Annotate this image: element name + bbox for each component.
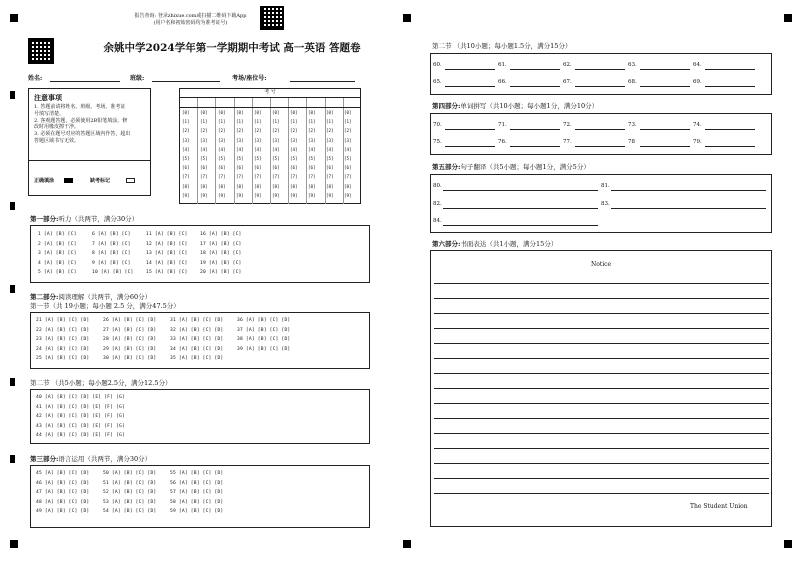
report-notice-line1: 报告查询: 登录zhixue.com或扫描二维码下载App <box>134 13 247 19</box>
blank-number: 81. <box>601 183 610 189</box>
blank-number: 69. <box>693 79 702 85</box>
answer-row[interactable]: 33 [A] [B] [C] [D] <box>170 337 224 342</box>
answer-row[interactable]: 25 [A] [B] [C] [D] <box>36 356 90 361</box>
answer-row[interactable]: 23 [A] [B] [C] [D] <box>36 337 90 342</box>
exam-id-bubble[interactable]: [9] <box>218 192 226 198</box>
part2-title <box>30 292 151 301</box>
blank-number: 70. <box>433 122 442 128</box>
answer-row[interactable]: 39 [A] [B] [C] [D] <box>237 346 291 352</box>
translation-blank[interactable] <box>611 190 766 191</box>
part2-section1-title: 第一节（共 19小题；每小题 2.5 分，满分47.5分） <box>30 302 180 310</box>
exam-id-bubble[interactable]: [9] <box>272 192 280 198</box>
answer-blank[interactable] <box>575 129 625 130</box>
exam-id-bubble[interactable]: [9] <box>290 192 298 198</box>
answer-row[interactable]: 2 [A] [B] [C] <box>38 241 77 247</box>
answer-row[interactable]: 18 [A] [B] [C] <box>200 251 242 256</box>
writing-line[interactable] <box>434 328 769 329</box>
part1-title-rest: 听力（共两节，满分30分） <box>58 215 139 223</box>
answer-row[interactable]: 50 [A] [B] [C] [D] <box>103 471 157 476</box>
answer-row[interactable]: 3 [A] [B] [C] <box>38 251 77 256</box>
exam-id-bubble[interactable]: [3] <box>200 137 208 143</box>
exam-id-bubble[interactable]: [5] <box>236 156 244 161</box>
part3-title-bold: 第三部分: <box>30 455 59 463</box>
writing-line[interactable] <box>434 478 769 479</box>
part5-title <box>432 162 590 171</box>
part4-box <box>430 113 772 155</box>
exam-id-bubble[interactable]: [2] <box>308 128 316 134</box>
exam-id-bubble[interactable]: [1] <box>200 119 208 125</box>
registration-mark <box>403 14 411 22</box>
exam-id-bubble[interactable]: [0] <box>236 110 244 115</box>
answer-blank[interactable] <box>705 69 755 70</box>
exam-id-bubble[interactable]: [8] <box>200 183 208 189</box>
exam-id-column-divider <box>343 98 344 204</box>
exam-id-bubble[interactable]: [1] <box>218 119 226 125</box>
exam-id-bubble[interactable]: [0] <box>326 110 334 115</box>
notes-title: 注意事项 <box>34 93 62 102</box>
exam-id-column-divider <box>306 98 307 204</box>
exam-id-column-divider <box>215 98 216 204</box>
translation-blank[interactable] <box>443 225 598 226</box>
writing-line[interactable] <box>434 358 769 359</box>
translation-blank[interactable] <box>443 190 598 191</box>
answer-row[interactable]: 55 [A] [B] [C] [D] <box>170 471 224 476</box>
answer-row[interactable]: 12 [A] [B] [C] <box>146 241 188 247</box>
answer-blank[interactable] <box>640 146 690 147</box>
exam-id-bubble[interactable]: [4] <box>182 146 190 152</box>
exam-id-bubble[interactable]: [8] <box>344 183 352 189</box>
correct-fill-sample <box>64 178 73 183</box>
answer-row[interactable]: 1 [A] [B] [C] <box>38 232 77 237</box>
answer-row[interactable]: 6 [A] [B] [C] <box>92 232 131 237</box>
registration-mark <box>10 14 18 22</box>
side-mark <box>10 455 15 463</box>
blank-number: 78 <box>628 139 635 145</box>
registration-mark <box>784 14 792 22</box>
answer-row[interactable]: 58 [A] [B] [C] [D] <box>170 499 224 505</box>
answer-blank[interactable] <box>445 146 495 147</box>
writing-line[interactable] <box>434 298 769 299</box>
part1-title <box>30 214 138 223</box>
exam-id-bubble[interactable]: [8] <box>182 183 190 189</box>
exam-id-bubble[interactable]: [4] <box>308 146 316 152</box>
report-notice-line2: (用户名和初始密码均为准考证号) <box>153 19 228 26</box>
exam-id-bubble[interactable]: [3] <box>182 137 190 143</box>
writing-line[interactable] <box>434 418 769 419</box>
blank-number: 77. <box>563 139 572 145</box>
answer-row[interactable]: 56 [A] [B] [C] [D] <box>170 480 224 486</box>
answer-blank[interactable] <box>445 69 495 70</box>
exam-id-bubble[interactable]: [6] <box>254 165 262 171</box>
exam-id-bubble[interactable]: [5] <box>326 156 334 161</box>
answer-row[interactable]: 34 [A] [B] [C] [D] <box>170 346 224 352</box>
exam-id-bubble[interactable]: [3] <box>326 137 334 143</box>
exam-id-bubble[interactable]: [3] <box>344 137 352 143</box>
exam-id-bubble[interactable]: [1] <box>326 119 334 125</box>
blank-number: 66. <box>498 79 507 85</box>
answer-blank[interactable] <box>445 86 495 87</box>
correct-fill-label: 正确填涂 <box>34 178 55 184</box>
exam-id-bubble[interactable]: [1] <box>290 119 298 125</box>
blank-number: 82. <box>433 201 442 207</box>
registration-mark <box>403 540 411 548</box>
exam-id-bubble[interactable]: [1] <box>344 119 352 125</box>
part2-title-rest: 阅读理解（共两节，满分60分） <box>58 293 152 301</box>
exam-id-bubble[interactable]: [7] <box>254 174 262 180</box>
exam-id-column-divider <box>234 98 235 204</box>
exam-id-bubble[interactable]: [5] <box>182 156 190 161</box>
answer-blank[interactable] <box>510 129 560 130</box>
blank-number: 68. <box>628 79 637 85</box>
report-query-notice <box>118 13 263 27</box>
blank-number: 80. <box>433 183 442 189</box>
exam-id-bubble[interactable]: [5] <box>254 156 262 161</box>
writing-line[interactable] <box>434 463 769 464</box>
exam-id-bubble[interactable]: [6] <box>272 165 280 171</box>
exam-id-bubble[interactable]: [6] <box>218 165 226 171</box>
answer-row[interactable]: 4 [A] [B] [C] <box>38 260 77 266</box>
answer-row[interactable]: 11 [A] [B] [C] <box>146 232 188 237</box>
answer-blank[interactable] <box>575 69 625 70</box>
exam-id-bubble[interactable]: [7] <box>326 174 334 180</box>
part4-title <box>432 101 598 110</box>
exam-id-bubble[interactable]: [5] <box>200 156 208 161</box>
answer-row[interactable]: 21 [A] [B] [C] [D] <box>36 318 90 323</box>
blank-number: 61. <box>498 62 507 68</box>
answer-row[interactable]: 19 [A] [B] [C] <box>200 260 242 266</box>
exam-id-bubble[interactable]: [8] <box>272 183 280 189</box>
class-field[interactable] <box>152 81 220 82</box>
exam-id-bubble[interactable]: [5] <box>290 156 298 161</box>
writing-line[interactable] <box>434 448 769 449</box>
answer-row[interactable]: 48 [A] [B] [C] [D] <box>36 499 90 505</box>
name-field[interactable] <box>50 81 120 82</box>
blank-number: 75. <box>433 139 442 145</box>
answer-row[interactable]: 10 [A] [B] [C] <box>92 270 134 275</box>
right-section2-box <box>430 53 772 95</box>
exam-id-bubble[interactable]: [7] <box>308 174 316 180</box>
blank-number: 79. <box>693 139 702 145</box>
part5-title-rest: 句子翻译（共5小题；每小题1分，满分5分） <box>460 163 590 171</box>
exam-id-bubble[interactable]: [2] <box>200 128 208 134</box>
writing-line[interactable] <box>434 343 769 344</box>
blank-number: 60. <box>433 62 442 68</box>
answer-blank[interactable] <box>510 146 560 147</box>
blank-number: 63. <box>628 62 637 68</box>
answer-blank[interactable] <box>510 69 560 70</box>
exam-id-bubble[interactable]: [7] <box>200 174 208 180</box>
sheet-qr-code <box>28 38 54 64</box>
exam-id-bubble[interactable]: [1] <box>308 119 316 125</box>
answer-row[interactable]: 29 [A] [B] [C] [D] <box>103 346 157 352</box>
exam-id-bubble[interactable]: [4] <box>236 146 244 152</box>
answer-row[interactable]: 59 [A] [B] [C] [D] <box>170 509 224 514</box>
answer-row[interactable]: 45 [A] [B] [C] [D] <box>36 471 90 476</box>
exam-id-bubble[interactable]: [7] <box>218 174 226 180</box>
exam-id-bubble[interactable]: [0] <box>254 110 262 115</box>
side-mark <box>10 378 15 386</box>
exam-id-write-row <box>179 98 361 108</box>
side-mark <box>10 91 15 99</box>
exam-id-bubble[interactable]: [0] <box>272 110 280 115</box>
exam-id-bubble[interactable]: [4] <box>272 146 280 152</box>
seat-field[interactable] <box>290 81 355 82</box>
blank-number: 73. <box>628 122 637 128</box>
notes-divider <box>28 160 151 161</box>
answer-row[interactable]: 8 [A] [B] [C] <box>92 251 131 256</box>
name-label: 姓名: <box>28 75 43 82</box>
note-line: 1. 答题前请将姓名、班级、考场、准考证 <box>34 104 126 110</box>
note-line: 2. 客观题答题，必须使用2B铅笔填涂，修 <box>34 117 128 124</box>
part4-title-rest: 单词拼写（共10小题；每小题1分，满分10分） <box>460 102 599 110</box>
answer-blank[interactable] <box>640 69 690 70</box>
exam-id-bubble[interactable]: [8] <box>308 183 316 189</box>
exam-id-bubble[interactable]: [2] <box>272 128 280 134</box>
writing-line[interactable] <box>434 373 769 374</box>
exam-id-bubble[interactable]: [2] <box>344 128 352 134</box>
note-line: 答题区域书写无效。 <box>34 137 80 144</box>
part6-title <box>432 239 557 248</box>
writing-line[interactable] <box>434 493 769 494</box>
exam-id-bubble[interactable]: [3] <box>272 137 280 143</box>
blank-number: 62. <box>563 62 572 68</box>
blank-number: 84. <box>433 218 442 224</box>
exam-id-bubble[interactable]: [0] <box>308 110 316 115</box>
part2-section2-title: 第二节 （共5小题；每小题2.5分，满分12.5分） <box>30 379 172 387</box>
app-qr-code[interactable] <box>260 6 284 30</box>
answer-row[interactable]: 16 [A] [B] [C] <box>200 232 242 237</box>
exam-id-bubble[interactable]: [2] <box>218 128 226 134</box>
exam-id-bubble[interactable]: [0] <box>182 110 190 115</box>
exam-id-bubble[interactable]: [4] <box>200 146 208 152</box>
side-mark <box>10 285 15 293</box>
exam-id-bubble[interactable]: [8] <box>236 183 244 189</box>
registration-mark <box>784 540 792 548</box>
answer-row[interactable]: 35 [A] [B] [C] [D] <box>170 356 224 361</box>
blank-number: 71. <box>498 122 507 128</box>
exam-id-bubble[interactable]: [4] <box>290 146 298 152</box>
answer-row[interactable]: 13 [A] [B] [C] <box>146 251 188 256</box>
notice-heading: Notice <box>590 261 612 268</box>
exam-id-bubble[interactable]: [1] <box>254 119 262 125</box>
exam-id-bubble[interactable]: [5] <box>308 156 316 161</box>
answer-row[interactable]: 30 [A] [B] [C] [D] <box>103 356 157 361</box>
answer-blank[interactable] <box>445 129 495 130</box>
answer-row[interactable]: 52 [A] [B] [C] [D] <box>103 490 157 495</box>
exam-id-bubble[interactable]: [0] <box>344 110 352 115</box>
answer-row[interactable]: 47 [A] [B] [C] [D] <box>36 490 90 495</box>
writing-line[interactable] <box>434 313 769 314</box>
exam-id-column-divider <box>252 98 253 204</box>
part6-title-bold: 第六部分: <box>432 240 461 248</box>
exam-id-bubble[interactable]: [7] <box>236 174 244 180</box>
side-mark <box>10 202 15 210</box>
exam-id-bubble[interactable]: [6] <box>344 165 352 171</box>
part4-title-bold: 第四部分: <box>432 102 461 110</box>
answer-blank[interactable] <box>510 86 560 87</box>
answer-row[interactable]: 42 [A] [B] [C] [D] [E] [F] [G] <box>36 414 125 419</box>
answer-blank[interactable] <box>705 129 755 130</box>
exam-id-bubble[interactable]: [9] <box>326 192 334 198</box>
exam-id-bubble[interactable]: [3] <box>254 137 262 143</box>
answer-row[interactable]: 26 [A] [B] [C] [D] <box>103 318 157 323</box>
writing-line[interactable] <box>434 283 769 284</box>
exam-id-bubble[interactable]: [6] <box>326 165 334 171</box>
exam-id-bubble[interactable]: [1] <box>272 119 280 125</box>
seat-label: 考场/座位号: <box>232 75 267 82</box>
exam-id-bubble[interactable]: [9] <box>308 192 316 198</box>
exam-id-bubble[interactable]: [0] <box>290 110 298 115</box>
answer-row[interactable]: 28 [A] [B] [C] [D] <box>103 337 157 342</box>
answer-blank[interactable] <box>640 86 690 87</box>
answer-row[interactable]: 44 [A] [B] [C] [D] [E] [F] [G] <box>36 433 125 438</box>
answer-row[interactable]: 17 [A] [B] [C] <box>200 241 242 247</box>
exam-id-bubble[interactable]: [9] <box>182 192 190 198</box>
answer-row[interactable]: 57 [A] [B] [C] [D] <box>170 490 224 495</box>
exam-id-bubble[interactable]: [5] <box>272 156 280 161</box>
translation-blank[interactable] <box>443 208 598 209</box>
registration-mark <box>10 540 18 548</box>
exam-id-bubble[interactable]: [0] <box>200 110 208 115</box>
answer-row[interactable]: 27 [A] [B] [C] [D] <box>103 327 157 333</box>
exam-id-bubble[interactable]: [9] <box>254 192 262 198</box>
part2-title-bold: 第二部分: <box>30 293 59 301</box>
answer-row[interactable]: 7 [A] [B] [C] <box>92 241 131 247</box>
exam-id-bubble[interactable]: [8] <box>326 183 334 189</box>
exam-id-bubble[interactable]: [6] <box>182 165 190 171</box>
exam-id-bubble[interactable]: [7] <box>182 174 190 180</box>
answer-row[interactable]: 41 [A] [B] [C] [D] [E] [F] [G] <box>36 404 125 410</box>
exam-id-bubble[interactable]: [8] <box>290 183 298 189</box>
answer-row[interactable]: 24 [A] [B] [C] [D] <box>36 346 90 352</box>
part6-title-rest: 书面表达（共1小题，满分15分） <box>460 240 558 248</box>
exam-id-bubble[interactable]: [3] <box>218 137 226 143</box>
exam-id-bubble[interactable]: [6] <box>236 165 244 171</box>
exam-id-bubble[interactable]: [9] <box>236 192 244 198</box>
exam-id-bubble[interactable]: [5] <box>218 156 226 161</box>
exam-id-header: 考 号 <box>179 89 361 98</box>
right-section2-title: 第二节 （共10小题；每小题1.5分，满分15分） <box>432 42 572 50</box>
signature: The Student Union <box>690 503 748 510</box>
note-line: 号填写清楚。 <box>34 110 65 117</box>
part3-title-rest: 语言运用（共两节，满分30分） <box>58 455 152 463</box>
answer-blank[interactable] <box>705 86 755 87</box>
answer-row[interactable]: 46 [A] [B] [C] [D] <box>36 480 90 486</box>
writing-line[interactable] <box>434 388 769 389</box>
answer-row[interactable]: 51 [A] [B] [C] [D] <box>103 480 157 486</box>
page-title: 余姚中学2024学年第一学期期中考试 高一英语 答题卷 <box>103 42 361 54</box>
exam-id-bubble[interactable]: [7] <box>272 174 280 180</box>
exam-id-bubble[interactable]: [6] <box>290 165 298 171</box>
part1-title-bold: 第一部分: <box>30 215 59 223</box>
blank-number: 76. <box>498 139 507 145</box>
exam-id-bubble[interactable]: [5] <box>344 156 352 161</box>
blank-number: 83. <box>601 201 610 207</box>
note-line: 3. 必须在题号对应的答题区域内作答，超出 <box>34 131 131 137</box>
answer-row[interactable]: 40 [A] [B] [C] [D] [E] [F] [G] <box>36 395 125 400</box>
blank-number: 65. <box>433 79 442 85</box>
answer-blank[interactable] <box>705 146 755 147</box>
exam-id-bubble[interactable]: [1] <box>182 119 190 125</box>
exam-id-bubble[interactable]: [3] <box>308 137 316 143</box>
exam-id-bubble[interactable]: [4] <box>254 146 262 152</box>
exam-id-bubble[interactable]: [9] <box>344 192 352 198</box>
answer-blank[interactable] <box>640 129 690 130</box>
exam-id-bubble[interactable]: [4] <box>326 146 334 152</box>
class-label: 班级: <box>130 75 145 82</box>
blank-number: 72. <box>563 122 572 128</box>
notes-list <box>34 104 149 145</box>
writing-line[interactable] <box>434 433 769 434</box>
answer-row[interactable]: 5 [A] [B] [C] <box>38 270 77 275</box>
exam-id-bubble[interactable]: [9] <box>200 192 208 198</box>
answer-row[interactable]: 36 [A] [B] [C] [D] <box>237 318 291 323</box>
answer-row[interactable]: 14 [A] [B] [C] <box>146 260 188 266</box>
answer-blank[interactable] <box>575 86 625 87</box>
exam-id-bubble[interactable]: [2] <box>254 128 262 134</box>
exam-id-bubble[interactable]: [7] <box>344 174 352 180</box>
blank-number: 74. <box>693 122 702 128</box>
blank-number: 67. <box>563 79 572 85</box>
answer-row[interactable]: 38 [A] [B] [C] [D] <box>237 337 291 342</box>
exam-id-bubble[interactable]: [8] <box>254 183 262 189</box>
exam-id-bubble[interactable]: [4] <box>218 146 226 152</box>
exam-id-column-divider <box>288 98 289 204</box>
answer-row[interactable]: 54 [A] [B] [C] [D] <box>103 509 157 514</box>
exam-id-column-divider <box>197 98 198 204</box>
answer-row[interactable]: 53 [A] [B] [C] [D] <box>103 499 157 505</box>
exam-id-bubble[interactable]: [2] <box>182 128 190 134</box>
exam-id-bubble[interactable]: [3] <box>290 137 298 143</box>
exam-id-column-divider <box>270 98 271 204</box>
answer-row[interactable]: 32 [A] [B] [C] [D] <box>170 327 224 333</box>
part3-title <box>30 454 151 463</box>
exam-id-bubble[interactable]: [4] <box>344 146 352 152</box>
exam-id-bubble[interactable]: [2] <box>290 128 298 134</box>
missing-mark-box[interactable] <box>126 178 135 183</box>
answer-row[interactable]: 20 [A] [B] [C] <box>200 270 242 275</box>
answer-row[interactable]: 9 [A] [B] [C] <box>92 260 131 266</box>
exam-id-bubble[interactable]: [2] <box>236 128 244 134</box>
answer-row[interactable]: 22 [A] [B] [C] [D] <box>36 327 90 333</box>
exam-id-bubble[interactable]: [0] <box>218 110 226 115</box>
part5-title-bold: 第五部分: <box>432 163 461 171</box>
exam-id-bubble[interactable]: [6] <box>308 165 316 171</box>
missing-mark-label: 缺考标记 <box>90 178 111 184</box>
answer-row[interactable]: 31 [A] [B] [C] [D] <box>170 318 224 323</box>
answer-row[interactable]: 43 [A] [B] [C] [D] [E] [F] [G] <box>36 423 125 429</box>
exam-id-column-divider <box>325 98 326 204</box>
exam-id-bubble[interactable]: [2] <box>326 128 334 134</box>
exam-id-bubble[interactable]: [7] <box>290 174 298 180</box>
answer-blank[interactable] <box>575 146 625 147</box>
answer-row[interactable]: 49 [A] [B] [C] [D] <box>36 509 90 514</box>
exam-id-bubble[interactable]: [3] <box>236 137 244 143</box>
exam-id-bubble[interactable]: [1] <box>236 119 244 125</box>
translation-blank[interactable] <box>611 208 766 209</box>
note-line: 改时用橡皮擦干净。 <box>34 124 80 131</box>
exam-id-bubble[interactable]: [6] <box>200 165 208 171</box>
exam-id-bubble[interactable]: [8] <box>218 183 226 189</box>
writing-line[interactable] <box>434 403 769 404</box>
answer-row[interactable]: 37 [A] [B] [C] [D] <box>237 327 291 333</box>
answer-row[interactable]: 15 [A] [B] [C] <box>146 270 188 275</box>
blank-number: 64. <box>693 62 702 68</box>
